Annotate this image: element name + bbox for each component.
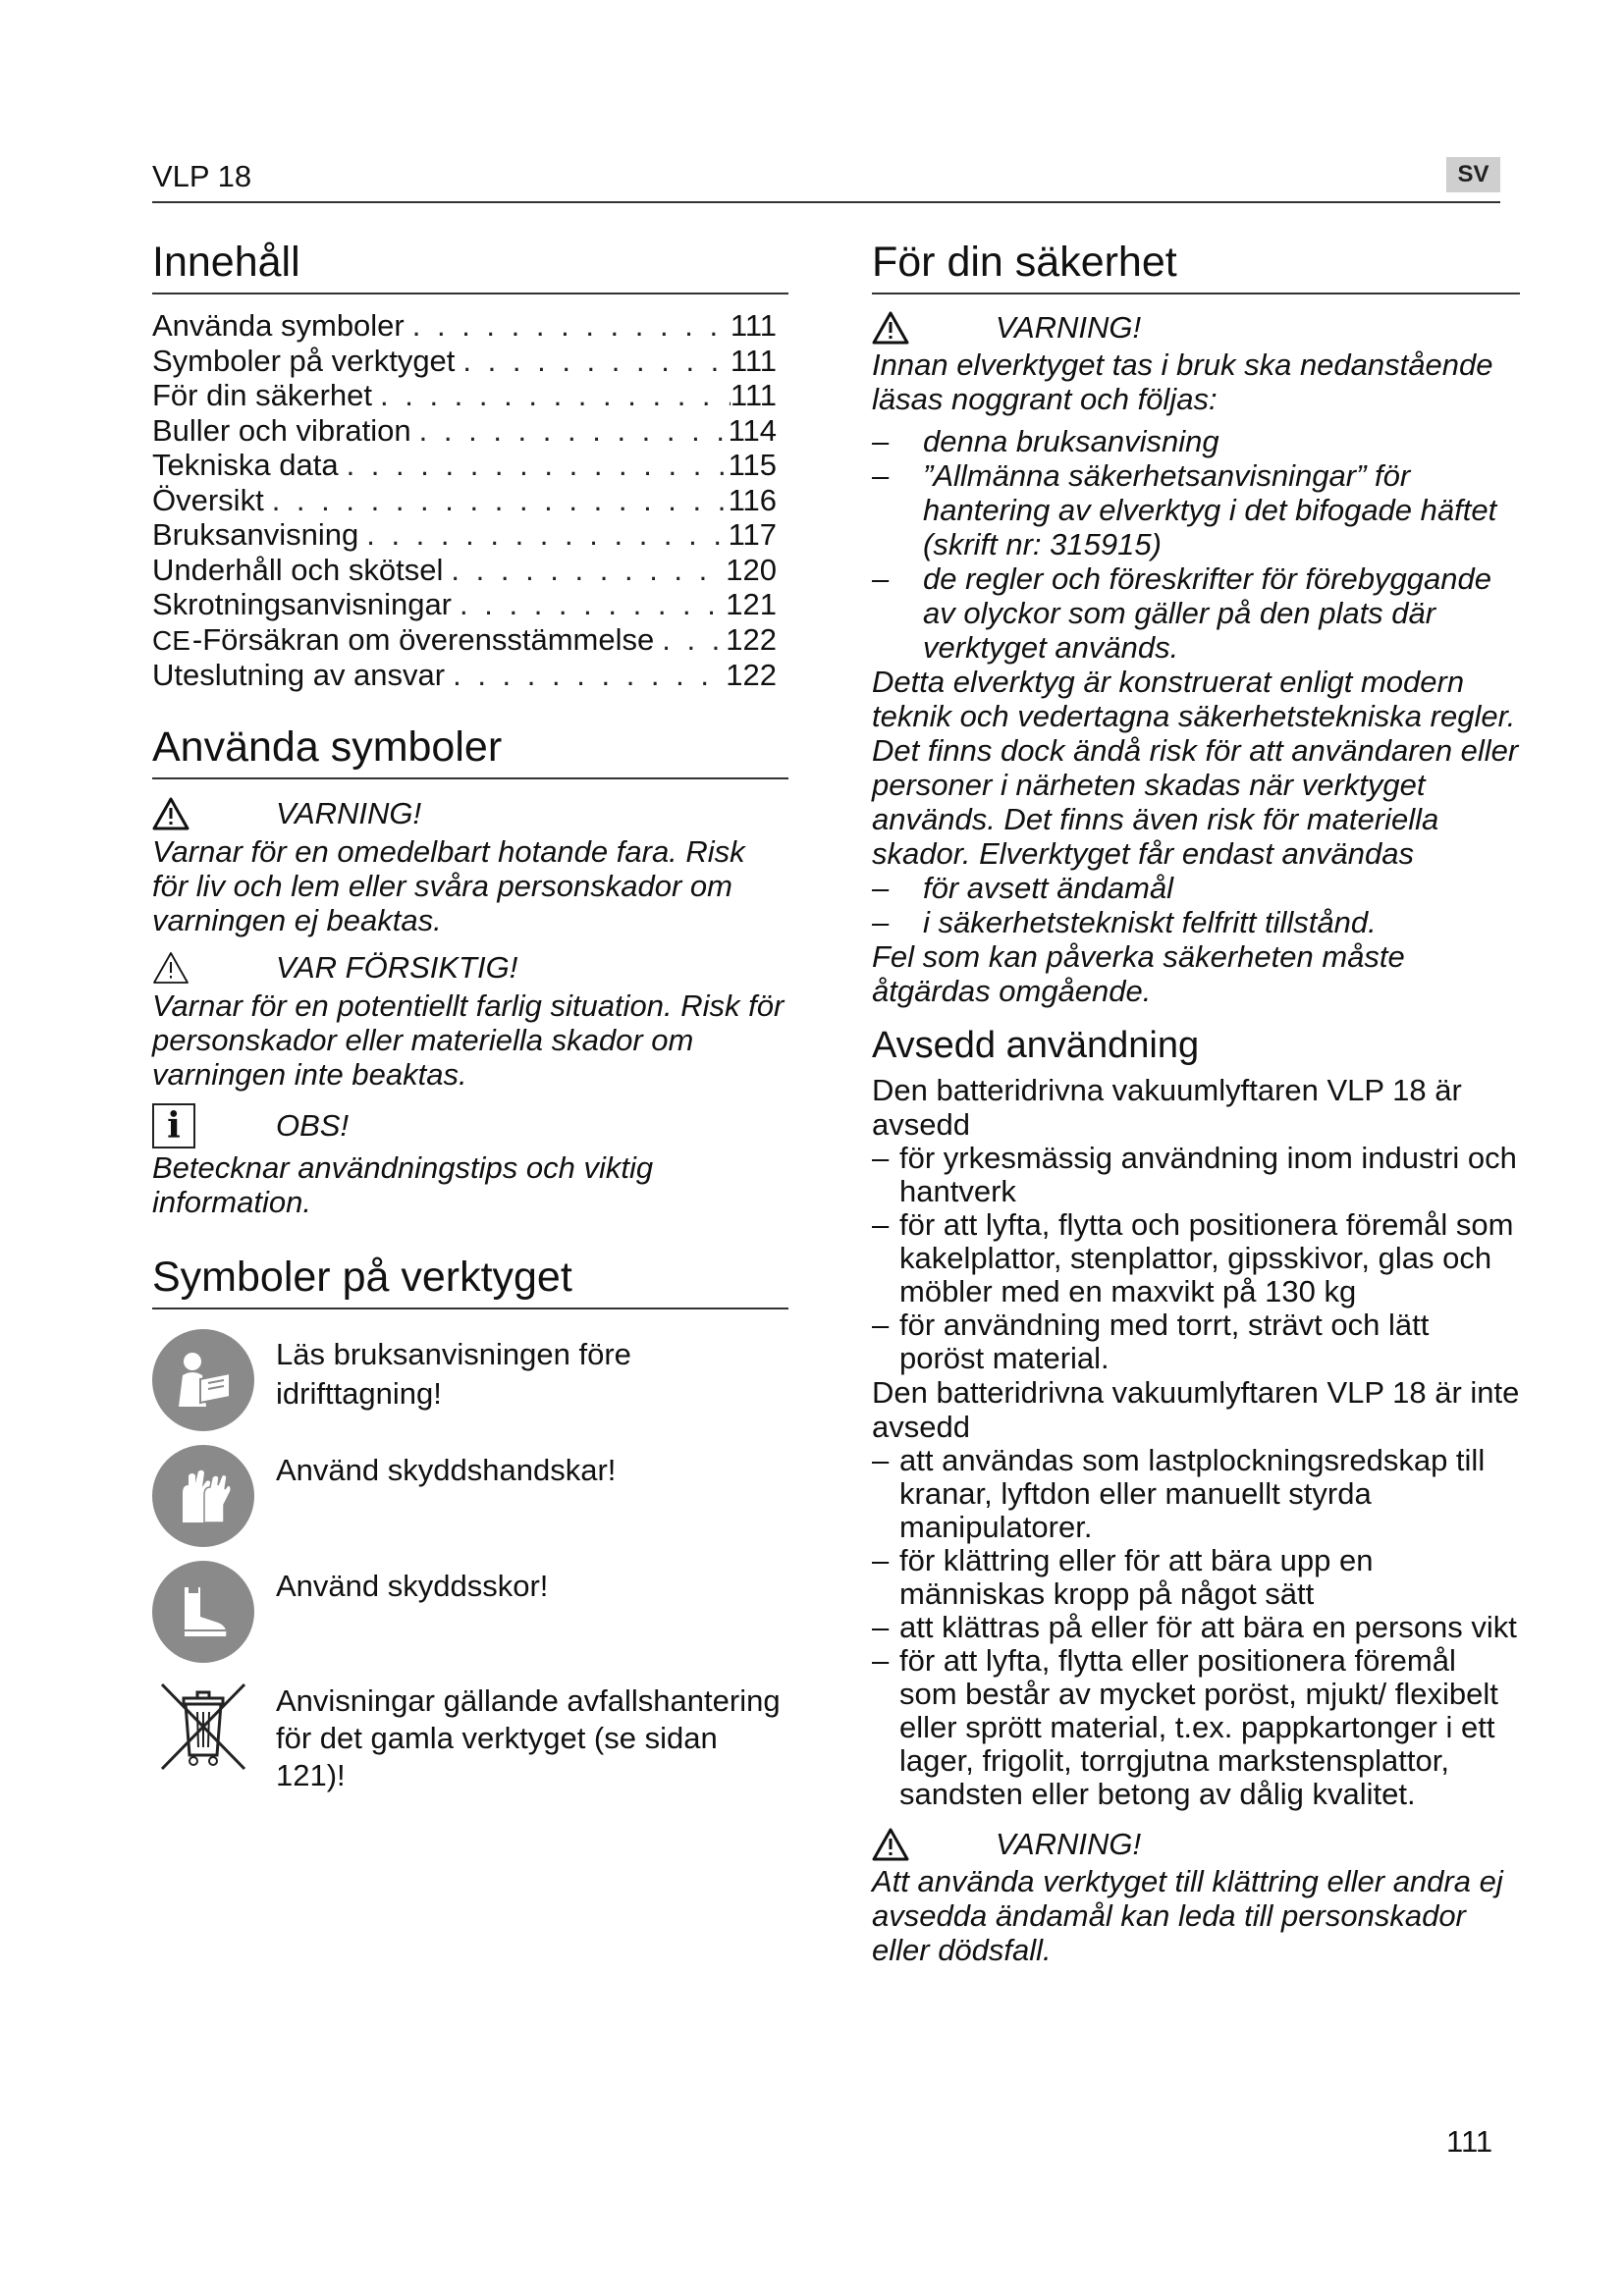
header-rule <box>152 201 1500 203</box>
toc-entry <box>152 308 788 344</box>
toc-leader-dots <box>405 308 731 344</box>
toc-entry-page: 122 <box>726 658 777 692</box>
list-item-text: för att lyfta, flytta och positionera föremål som kakelplattor, stenplattor, gipsskivor, glas och möbler med en maxvikt på 130 kg <box>899 1207 1514 1308</box>
language-badge: SV <box>1446 157 1500 192</box>
tool-symbols-heading: Symboler på verktyget <box>152 1249 788 1309</box>
toc-leader-dots <box>452 587 726 622</box>
symbol-row <box>152 1677 788 1794</box>
final-warning-text: Att använda verktyget till klättring eller andra ej avsedda ändamål kan leda till personskador eller dödsfall. <box>872 1864 1503 1967</box>
toc-entry-page: 117 <box>728 517 777 552</box>
symbols-heading: Använda symboler <box>152 719 788 779</box>
list-item-text: för användning med torrt, strävt och lätt poröst material. <box>899 1308 1430 1375</box>
safety-heading: För din säkerhet <box>872 234 1520 294</box>
symbol-row <box>152 1561 788 1663</box>
toc-entry-label <box>152 413 411 449</box>
header-title: VLP 18 <box>152 159 252 193</box>
toc-entry-text: Buller och vibration <box>152 412 411 448</box>
note-text: Betecknar användningstips och viktig information. <box>152 1149 654 1219</box>
toc-leader-dots <box>654 622 726 659</box>
read-manual-icon <box>152 1329 254 1431</box>
list-item-text: för avsett ändamål <box>923 871 1174 905</box>
left-column <box>152 234 788 1808</box>
safety-warning <box>872 308 1520 416</box>
list-item-text: i säkerhetstekniskt felfritt tillstånd. <box>923 905 1377 939</box>
toc-entry-page: 111 <box>730 343 777 378</box>
toc-entry-page: 116 <box>728 482 777 517</box>
toc-entry <box>152 344 788 379</box>
symbol-text: Använd skyddshandskar! <box>276 1452 617 1487</box>
symbol-row <box>152 1329 788 1431</box>
toc-entry-label <box>152 553 443 588</box>
list-item <box>872 1544 1520 1611</box>
safety-warning-title: VARNING! <box>996 310 1142 345</box>
dash-bullet: – <box>872 1643 890 1678</box>
dash-bullet: – <box>872 1610 890 1644</box>
toc-entry <box>152 587 788 622</box>
list-item-text: för att lyfta, flytta eller positionera föremål som består av mycket poröst, mjukt/ flexibelt eller sprött material, t.ex. pappkartonger i ett lager, frigolit, torrgjutna markstensplattor, sandsten eller betong av dålig kvalitet. <box>899 1643 1498 1811</box>
toc-entry-label <box>152 378 372 413</box>
toc-entry-text: Använda symboler <box>152 308 405 343</box>
toc-entry-text: Översikt <box>152 482 264 517</box>
warning-triangle-icon <box>872 307 941 348</box>
toc-leader-dots <box>264 483 729 518</box>
toc-entry-label <box>152 658 445 693</box>
tech-text: Detta elverktyg är konstruerat enligt modern teknik och vedertagna säkerhetstekniska regler. Det finns dock ändå risk för att användaren eller personer i närheten skadas när verktyget används. Det finns även risk för materiella skador. Elverktyget får endast användas <box>872 665 1519 871</box>
toc-entry <box>152 483 788 518</box>
list-item-text: de regler och föreskrifter för förebyggande av olyckor som gäller på den plats där verktyget används. <box>923 561 1491 665</box>
right-column <box>872 234 1520 1975</box>
toc-entry-page: 121 <box>726 587 777 621</box>
toc-entry-label <box>152 483 264 518</box>
dash-bullet: – <box>872 1207 890 1242</box>
toc-entry-text: -Försäkran om överensstämmelse <box>191 621 655 657</box>
toc-entry-text: Uteslutning av ansvar <box>152 658 446 692</box>
toc-entry-label <box>152 448 339 483</box>
list-item <box>872 458 1520 561</box>
list-item <box>872 424 1520 458</box>
toc-entry-text: Skrotningsanvisningar <box>152 587 453 621</box>
dash-bullet: – <box>872 1443 890 1477</box>
note-notice <box>152 1101 788 1219</box>
caution-notice <box>152 947 788 1092</box>
caution-text: Varnar för en potentiellt farlig situation. Risk för personskador eller materiella skador om varningen inte beaktas. <box>152 988 785 1092</box>
dash-bullet: – <box>872 871 890 905</box>
page-number: 111 <box>1446 2124 1493 2159</box>
warning-text: Varnar för en omedelbart hotande fara. Risk för liv och lem eller svåra personskador om varningen ej beaktas. <box>152 833 745 937</box>
not-intended-items-list <box>872 1444 1520 1811</box>
list-item <box>872 561 1520 665</box>
dash-bullet: – <box>872 424 890 458</box>
toc-entry-text: Tekniska data <box>152 448 339 482</box>
dash-bullet: – <box>872 905 890 939</box>
list-item <box>872 1611 1520 1644</box>
symbol-text: Läs bruksanvisningen före idrifttagning! <box>276 1336 631 1411</box>
list-item <box>872 1644 1520 1811</box>
toc-entry-text: För din säkerhet <box>152 378 372 412</box>
symbol-text: Anvisningar gällande avfallshantering för det gamla verktyget (se sidan 121)! <box>276 1682 781 1792</box>
dash-bullet: – <box>872 1141 890 1175</box>
toc-leader-dots <box>339 448 729 483</box>
toc-entry-page: 111 <box>730 308 777 343</box>
toc-entry-page: 111 <box>730 378 777 412</box>
warning-notice <box>152 793 788 937</box>
toc-entry-text: Bruksanvisning <box>152 517 359 552</box>
toc-entry-text: Underhåll och skötsel <box>152 552 444 587</box>
fault-text: Fel som kan påverka säkerheten måste åtgärdas omgående. <box>872 939 1405 1008</box>
toc-entry-label <box>152 587 452 622</box>
intended-items-list <box>872 1142 1520 1375</box>
caution-title: VAR FÖRSIKTIG! <box>276 949 518 985</box>
warning-triangle-icon <box>152 793 221 834</box>
final-warning <box>872 1825 1520 1967</box>
toc-leader-dots <box>358 517 728 553</box>
list-item-text: att användas som lastplockningsredskap till kranar, lyftdon eller manuellt styrda manipulatorer. <box>899 1443 1486 1544</box>
toc-entry-label <box>152 344 455 379</box>
use-items-list <box>872 871 1520 939</box>
caution-triangle-icon <box>152 947 221 988</box>
toc-entry-text: Symboler på verktyget <box>152 343 456 378</box>
list-item-text: för klättring eller för att bära upp en människas kropp på något sätt <box>899 1543 1374 1611</box>
dash-bullet: – <box>872 1308 890 1342</box>
toc-entry-page: 115 <box>728 448 777 482</box>
list-item <box>872 1208 1520 1308</box>
boots-icon <box>152 1561 254 1663</box>
note-title: OBS! <box>276 1107 350 1143</box>
toc-entry <box>152 517 788 553</box>
gloves-icon <box>152 1445 254 1547</box>
info-icon: i <box>152 1103 195 1148</box>
list-item-text: för yrkesmässig användning inom industri och hantverk <box>899 1141 1517 1208</box>
toc-entry <box>152 553 788 588</box>
toc-entry <box>152 378 788 413</box>
toc-entry <box>152 413 788 449</box>
dash-bullet: – <box>872 561 890 596</box>
list-item <box>872 1308 1520 1375</box>
list-item-text: denna bruksanvisning <box>923 424 1219 458</box>
read-items-list <box>872 424 1520 665</box>
safety-intro: Innan elverktyget tas i bruk ska nedanstående läsas noggrant och följas: <box>872 347 1493 416</box>
table-of-contents <box>152 308 788 693</box>
not-intended-intro: Den batteridrivna vakuumlyftaren VLP 18 är inte avsedd <box>872 1375 1520 1444</box>
list-item <box>872 1142 1520 1208</box>
toc-entry-label <box>152 622 654 659</box>
intended-use-heading: Avsedd användning <box>872 1025 1200 1066</box>
toc-heading: Innehåll <box>152 234 788 294</box>
warning-triangle-icon <box>872 1824 941 1865</box>
dash-bullet: – <box>872 1543 890 1577</box>
intended-intro: Den batteridrivna vakuumlyftaren VLP 18 är avsedd <box>872 1073 1462 1142</box>
toc-entry-page: 120 <box>726 552 777 587</box>
symbol-row <box>152 1445 788 1547</box>
toc-leader-dots <box>411 413 729 449</box>
list-item-text: ”Allmänna säkerhetsanvisningar” för hantering av elverktyg i det bifogade häftet (skrift nr: 315915) <box>923 458 1497 561</box>
final-warning-title: VARNING! <box>996 1827 1142 1861</box>
toc-entry <box>152 448 788 483</box>
list-item <box>872 1444 1520 1544</box>
toc-leader-dots <box>372 378 731 413</box>
toc-leader-dots <box>445 658 726 693</box>
toc-entry <box>152 622 788 659</box>
symbol-text: Använd skyddsskor! <box>276 1568 549 1603</box>
toc-entry <box>152 658 788 693</box>
toc-leader-dots <box>443 553 726 588</box>
toc-entry-page: 122 <box>726 621 777 657</box>
toc-entry-label <box>152 517 358 553</box>
toc-leader-dots <box>455 344 730 379</box>
dash-bullet: – <box>872 458 890 493</box>
toc-entry-page: 114 <box>728 412 777 448</box>
list-item-text: att klättras på eller för att bära en persons vikt <box>899 1610 1517 1644</box>
list-item <box>872 871 1520 905</box>
crossed-bin-icon <box>152 1677 254 1779</box>
warning-title: VARNING! <box>276 795 422 830</box>
ce-mark-icon: CE <box>152 624 190 656</box>
list-item <box>872 905 1520 939</box>
toc-entry-label <box>152 308 405 344</box>
